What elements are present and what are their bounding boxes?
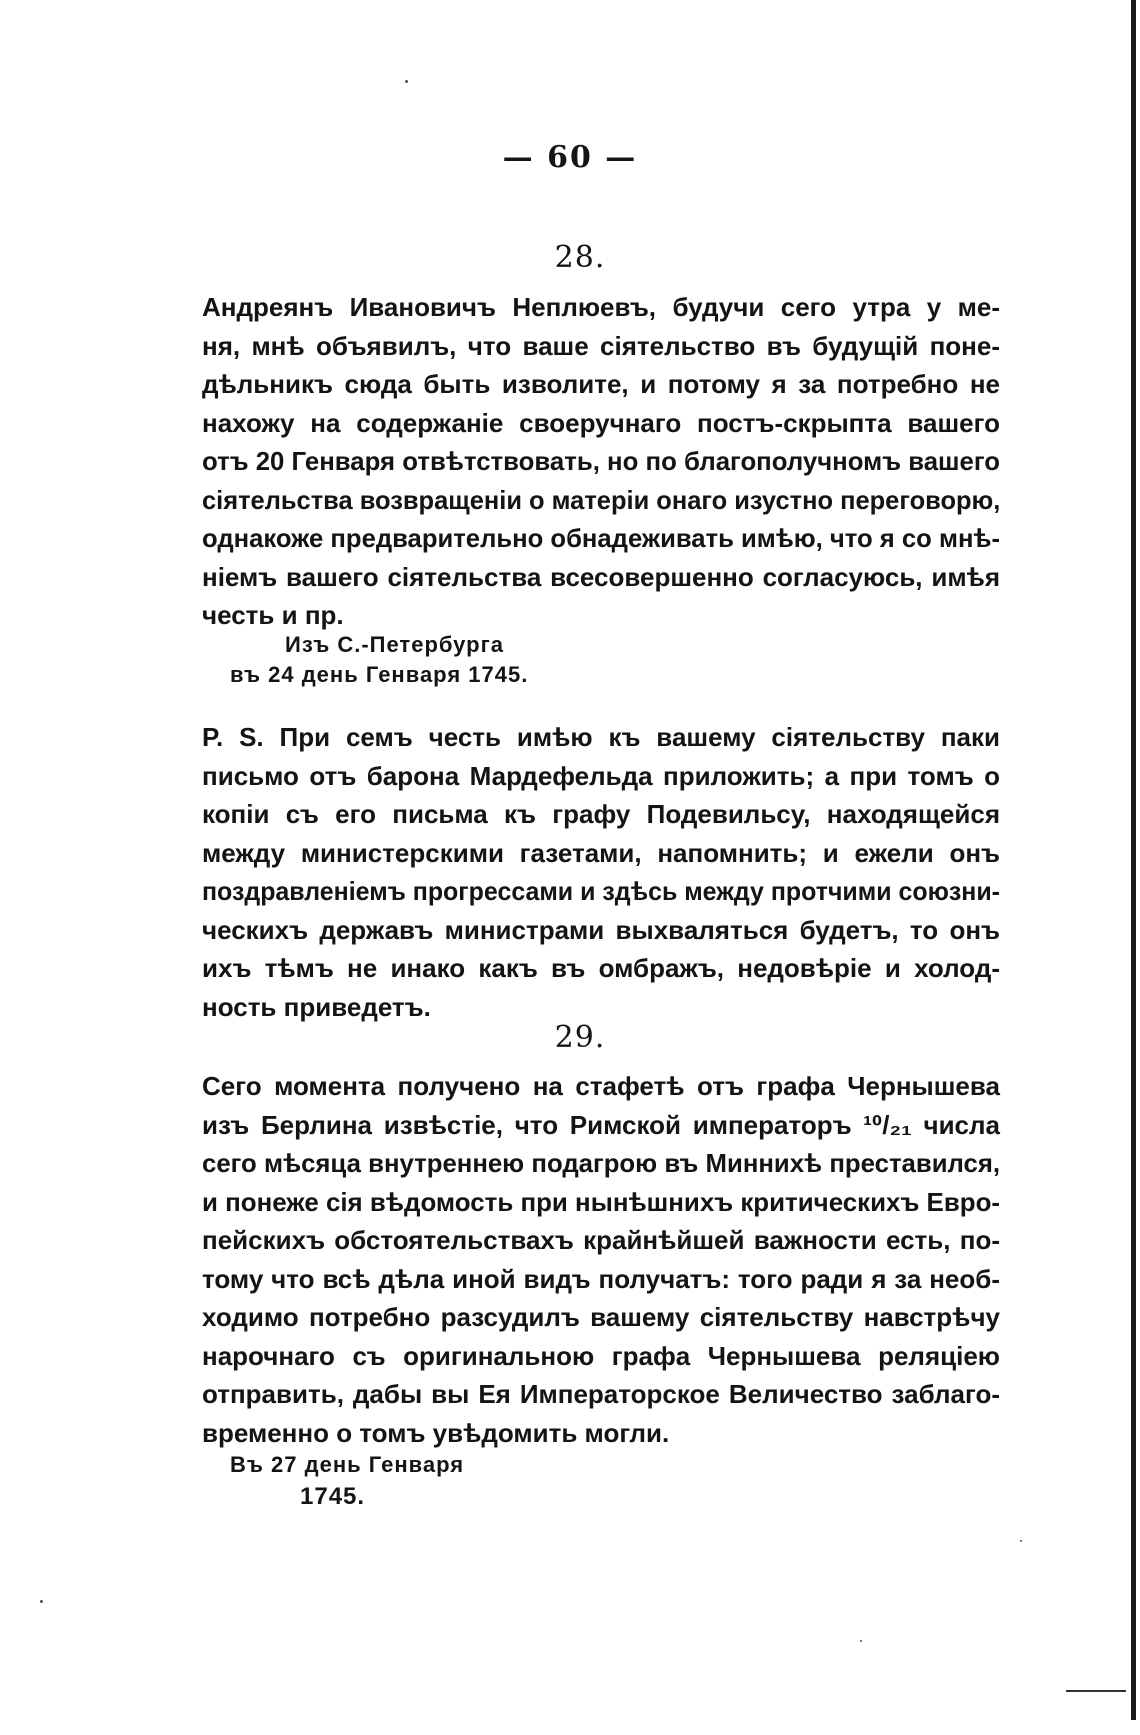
text-line: ніемъ вашего сіятельства всесовершенно согласуюсь, имѣя: [202, 561, 1000, 592]
scan-speck: [405, 80, 408, 83]
text-line: однакоже предварительно обнадеживать имѣю, что я со мнѣ-: [202, 523, 1000, 553]
text-line: Андреянъ Ивановичъ Неплюевъ, будучи сего утра у ме-: [202, 292, 1000, 322]
text-line: нахожу на содержаніе своеручнаго постъ-скрыпта вашего: [202, 407, 1000, 438]
scan-speck: [40, 1600, 43, 1603]
text-line: нарочнаго съ оригинальною графа Чернышева реляціею: [202, 1340, 1000, 1371]
text-line: поздравленіемъ прогрессами и здѣсь между протчими союзни-: [202, 876, 1000, 906]
text-line: изъ Берлина извѣстіе, что Римской императоръ ¹⁰/₂₁ числа: [202, 1109, 1000, 1140]
text-line: пейскихъ обстоятельствахъ крайнѣйшей важности есть, по-: [202, 1225, 1000, 1255]
text-line: ходимо потребно разсудилъ вашему сіятельству навстрѣчу: [202, 1302, 1000, 1332]
text-line: письмо отъ барона Мардефельда приложить; а при томъ о: [202, 760, 1000, 791]
text-line: честь и пр.: [202, 600, 344, 630]
postscript-body: [202, 718, 1000, 1026]
letter-29-body: [202, 1067, 1000, 1452]
text-line: ческихъ державъ министрами выхваляться будетъ, то онъ: [202, 914, 1000, 945]
scan-speck: [860, 1640, 862, 1642]
text-line: отправить, дабы вы Ея Императорское Величество заблаго-: [202, 1379, 1000, 1409]
text-line: ность приведетъ.: [202, 991, 431, 1022]
letter-29-date-line1: Въ 27 день Генваря: [230, 1452, 465, 1477]
text-line: тому что всѣ дѣла иной видъ получатъ: того ради я за необ-: [202, 1263, 1000, 1294]
text-line: временно о томъ увѣдомить могли.: [202, 1417, 670, 1448]
text-line: между министерскими газетами, напомнить; и ежели онъ: [202, 837, 1000, 868]
binding-edge-foot: [1066, 1690, 1126, 1692]
scan-speck: [1020, 1540, 1022, 1542]
text-line: Сего момента получено на стафетѣ отъ графа Чернышева: [202, 1071, 1000, 1101]
text-line: копіи съ его письма къ графу Подевильсу, находящейся: [202, 799, 1000, 829]
page-number: — 60 —: [502, 140, 638, 175]
letter-29-date-line2: 1745.: [300, 1483, 366, 1510]
text-line: P. S. При семъ честь имѣю къ вашему сіятельству паки: [202, 722, 1000, 752]
letter-29-heading: 29.: [554, 1020, 606, 1055]
text-line: дѣльникъ сюда быть изволите, и потому я за потребно не: [202, 369, 1000, 399]
text-line: ихъ тѣмъ не инако какъ въ омбражъ, недовѣріе и холод-: [202, 953, 1000, 983]
text-line: сіятельства возвращеніи о матеріи онаго изустно переговорю,: [202, 484, 1001, 515]
text-line: сего мѣсяца внутреннею подагрою въ Миннихѣ преставился,: [202, 1148, 1001, 1178]
text-line: отъ 20 Генваря отвѣтствовать, но по благополучномъ вашего: [202, 446, 1000, 476]
letter-28-place: Изъ С.-Петербурга: [285, 632, 504, 657]
text-line: и понеже сія вѣдомость при нынѣшнихъ критическихъ Евро-: [202, 1186, 1001, 1217]
text-line: ня, мнѣ объявилъ, что ваше сіятельство въ будущій поне-: [202, 330, 1000, 361]
letter-28-heading: 28.: [554, 240, 606, 275]
letter-28-date: въ 24 день Генваря 1745.: [230, 662, 529, 687]
letter-28-body: [202, 288, 1000, 635]
